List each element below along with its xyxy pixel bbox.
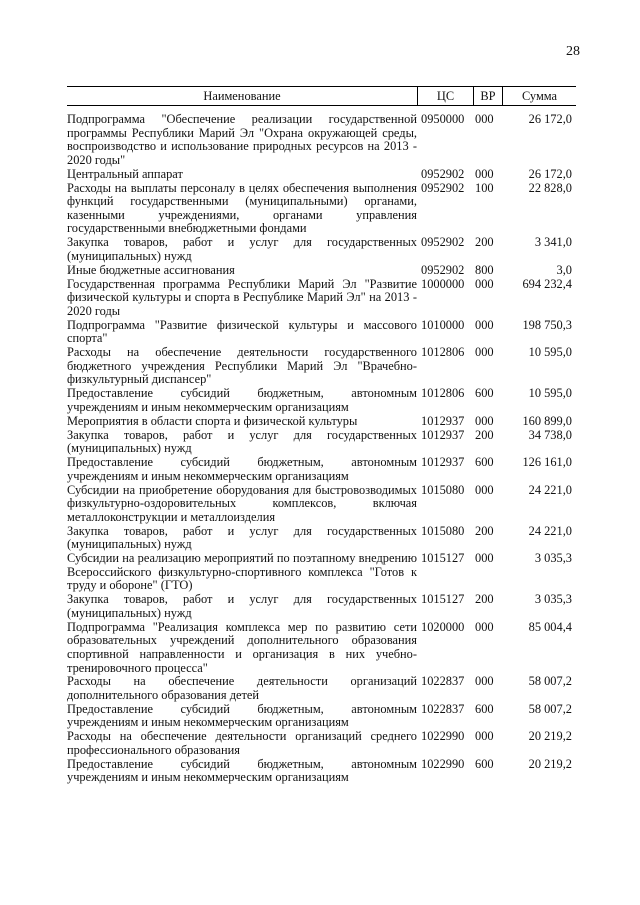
row-sum: 160 899,0 (522, 413, 572, 428)
row-vr: 600 (475, 756, 494, 771)
row-vr: 200 (475, 592, 494, 607)
table-row (67, 552, 576, 593)
row-sum: 24 221,0 (528, 482, 572, 497)
table-row (67, 703, 576, 730)
row-vr: 000 (475, 551, 494, 566)
row-name: Иные бюджетные ассигнования (67, 262, 235, 277)
row-vr: 000 (475, 317, 494, 332)
row-cs: 1012806 (421, 386, 465, 401)
row-sum: 3 341,0 (534, 235, 572, 250)
row-cs: 1022990 (421, 756, 465, 771)
row-name: Подпрограмма "Реализация комплекса мер по развитию сети образовательных учреждений дополнительного образования спортивной направленности и организация в них учебно-тренировочного процесса" (67, 619, 417, 675)
table-row (67, 675, 576, 702)
row-vr: 000 (475, 166, 494, 181)
row-vr: 600 (475, 701, 494, 716)
row-vr: 000 (475, 619, 494, 634)
table-row (67, 278, 576, 319)
row-name: Мероприятия в области спорта и физической культуры (67, 413, 358, 428)
row-sum: 85 004,4 (528, 619, 572, 634)
row-name: Государственная программа Республики Марий Эл "Развитие физической культуры и спорта в Республике Марий Эл" на 2013 - 2020 годы (67, 276, 417, 318)
budget-table (67, 86, 576, 785)
table-row (67, 456, 576, 483)
page-number: 28 (566, 44, 580, 59)
row-cs: 0952902 (421, 180, 465, 195)
row-cs: 1022837 (421, 674, 465, 689)
row-name: Предоставление субсидий бюджетным, автономным учреждениям и иным некоммерческим организациям (67, 455, 417, 483)
row-vr: 000 (475, 729, 494, 744)
header-cs: ЦС (418, 87, 474, 105)
table-row (67, 168, 576, 182)
row-cs: 1012806 (421, 345, 465, 360)
row-cs: 1022837 (421, 701, 465, 716)
row-sum: 22 828,0 (528, 180, 572, 195)
row-vr: 000 (475, 112, 494, 126)
row-sum: 26 172,0 (528, 166, 572, 181)
row-cs: 1012937 (421, 413, 465, 428)
table-row (67, 429, 576, 456)
row-name: Подпрограмма "Развитие физической культуры и массового спорта" (67, 317, 417, 346)
row-sum: 126 161,0 (522, 455, 572, 470)
row-cs: 1012937 (421, 427, 465, 442)
table-row (67, 593, 576, 620)
row-sum: 20 219,2 (528, 756, 572, 771)
table-row (67, 319, 576, 346)
row-vr: 100 (475, 180, 494, 195)
row-vr: 800 (475, 262, 494, 277)
row-name: Предоставление субсидий бюджетным, автономным учреждениям и иным некоммерческим организациям (67, 701, 417, 730)
row-name: Расходы на обеспечение деятельности государственного бюджетного учреждения Республики Марий Эл "Врачебно-физкультурный диспансер" (67, 345, 417, 387)
row-sum: 694 232,4 (522, 276, 572, 291)
row-name: Субсидии на реализацию мероприятий по поэтапному внедрению Всероссийского физкультурно-спортивного комплекса "Готов к труду и обороне" (ГТО) (67, 551, 417, 593)
row-cs: 0952902 (421, 235, 465, 250)
row-sum: 3 035,3 (534, 592, 572, 607)
row-vr: 200 (475, 427, 494, 442)
table-row (67, 758, 576, 785)
row-name: Подпрограмма "Обеспечение реализации государственной программы Республики Марий Эл "Охрана окружающей среды, воспроизводство и использование природных ресурсов на 2013 - 2020 годы" (67, 112, 417, 167)
row-cs: 1020000 (421, 619, 465, 634)
row-sum: 10 595,0 (528, 345, 572, 360)
row-vr: 000 (475, 345, 494, 360)
header-name: Наименование (67, 87, 418, 105)
table-row (67, 236, 576, 263)
row-cs: 0952902 (421, 262, 465, 277)
row-cs: 1000000 (421, 276, 465, 291)
row-sum: 3 035,3 (534, 551, 572, 566)
row-sum: 24 221,0 (528, 523, 572, 538)
row-vr: 000 (475, 482, 494, 497)
table-row (67, 387, 576, 414)
row-vr: 200 (475, 523, 494, 538)
row-sum: 20 219,2 (528, 729, 572, 744)
table-row (67, 264, 576, 278)
table-header (67, 86, 576, 106)
row-name: Закупка товаров, работ и услуг для государственных (муниципальных) нужд (67, 592, 417, 620)
table-row (67, 621, 576, 675)
table-row (67, 525, 576, 552)
row-name: Закупка товаров, работ и услуг для государственных (муниципальных) нужд (67, 427, 417, 456)
row-vr: 600 (475, 455, 494, 470)
row-cs: 0952902 (421, 166, 465, 181)
table-row (67, 346, 576, 387)
row-vr: 000 (475, 276, 494, 291)
row-cs: 1010000 (421, 317, 465, 332)
table-row (67, 415, 576, 429)
row-vr: 600 (475, 386, 494, 401)
row-vr: 000 (475, 413, 494, 428)
row-name: Субсидии на приобретение оборудования для быстровозводимых физкультурно-оздоровительных комплексов, включая металлоконструкции и металлоизделия (67, 482, 417, 524)
row-cs: 1015127 (421, 592, 465, 607)
row-cs: 1022990 (421, 729, 465, 744)
row-cs: 1015080 (421, 523, 465, 538)
row-sum: 58 007,2 (528, 701, 572, 716)
row-sum: 10 595,0 (528, 386, 572, 401)
header-vr: ВР (474, 87, 503, 105)
row-sum: 26 172,0 (528, 112, 572, 126)
row-name: Закупка товаров, работ и услуг для государственных (муниципальных) нужд (67, 523, 417, 552)
table-row (67, 182, 576, 236)
row-sum: 198 750,3 (522, 317, 572, 332)
table-row (67, 113, 576, 167)
row-cs: 1015080 (421, 482, 465, 497)
table-body (67, 113, 576, 785)
row-name: Предоставление субсидий бюджетным, автономным учреждениям и иным некоммерческим организациям (67, 386, 417, 414)
row-vr: 000 (475, 674, 494, 689)
row-sum: 3,0 (556, 262, 572, 277)
row-name: Расходы на выплаты персоналу в целях обеспечения выполнения функций государственными (муниципальными) органами, казенными учреждениями, органами управления государственными внебюджетными фондами (67, 180, 417, 236)
row-vr: 200 (475, 235, 494, 250)
row-cs: 1015127 (421, 551, 465, 566)
table-row (67, 484, 576, 525)
row-name: Центральный аппарат (67, 166, 183, 181)
row-name: Расходы на обеспечение деятельности организаций дополнительного образования детей (67, 674, 417, 702)
table-row (67, 730, 576, 757)
row-cs: 1012937 (421, 455, 465, 470)
row-name: Предоставление субсидий бюджетным, автономным учреждениям и иным некоммерческим организациям (67, 756, 417, 785)
row-name: Расходы на обеспечение деятельности организаций среднего профессионального образования (67, 729, 417, 757)
row-sum: 58 007,2 (528, 674, 572, 689)
row-name: Закупка товаров, работ и услуг для государственных (муниципальных) нужд (67, 235, 417, 263)
row-cs: 0950000 (421, 112, 465, 126)
row-sum: 34 738,0 (528, 427, 572, 442)
header-sum: Сумма (521, 89, 558, 103)
